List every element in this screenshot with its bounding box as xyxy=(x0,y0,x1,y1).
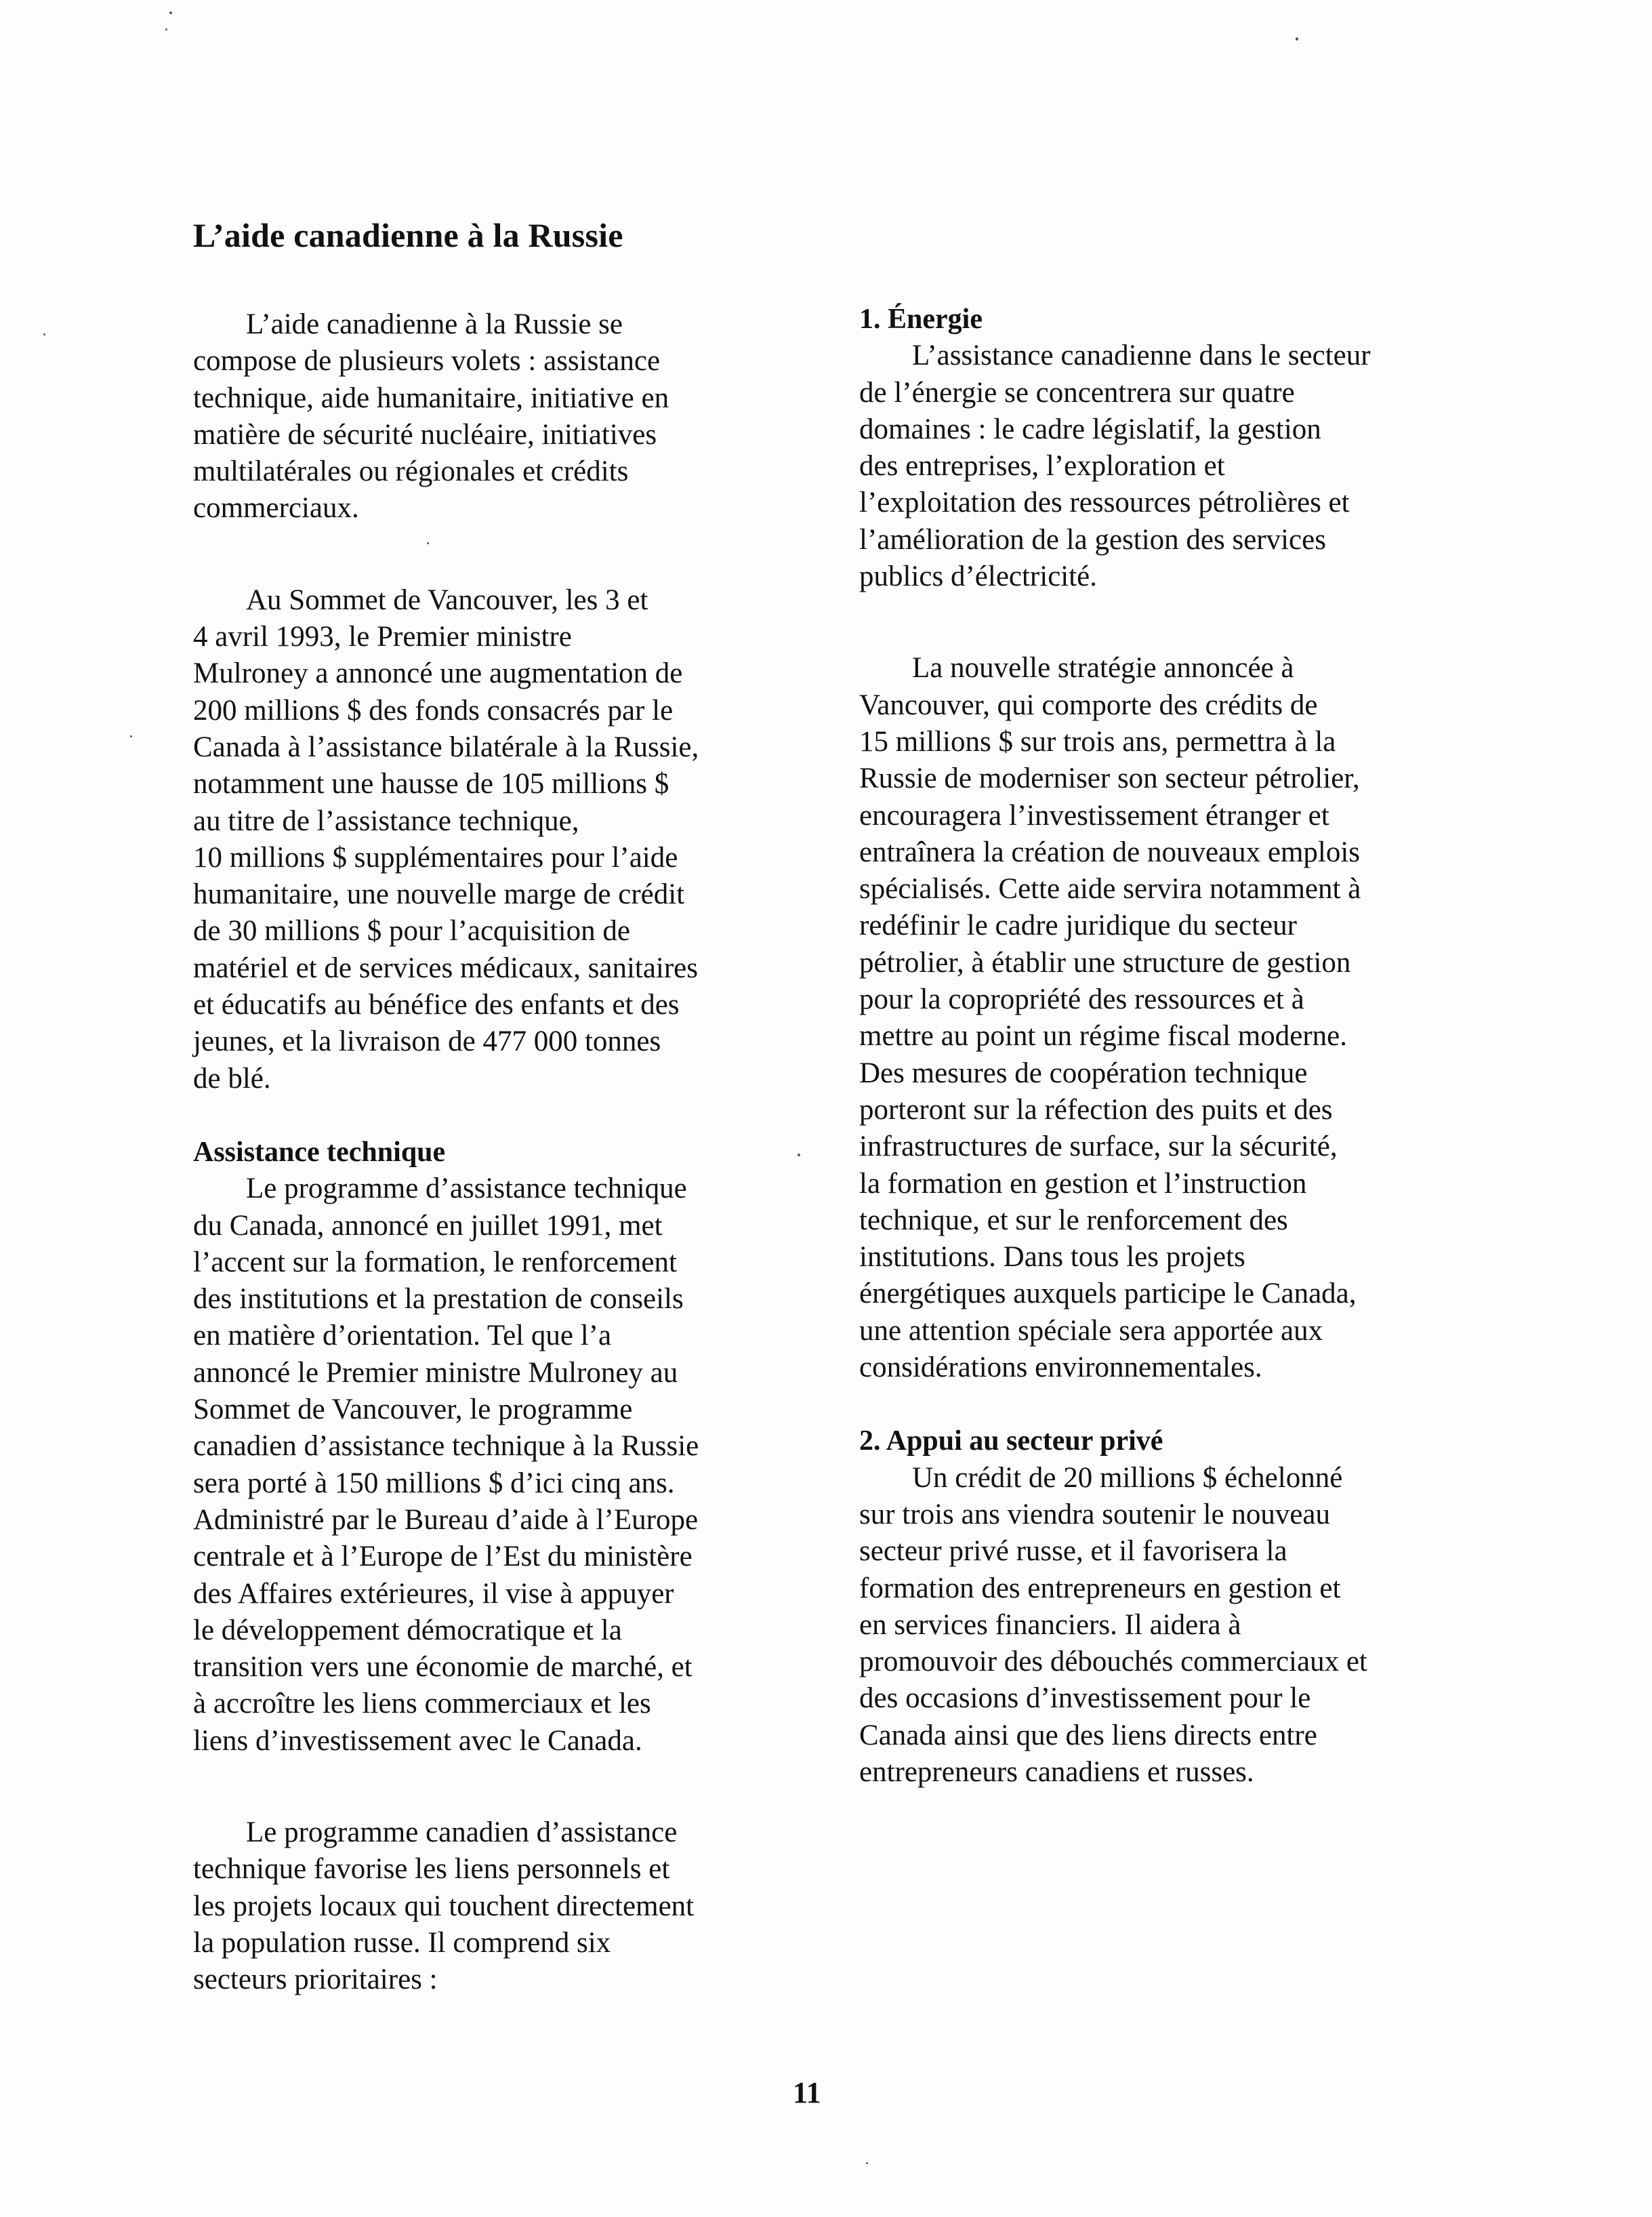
text-line: le développement démocratique et la xyxy=(193,1614,622,1646)
text-line: transition vers une économie de marché, et xyxy=(193,1651,693,1684)
text-line: en services financiers. Il aidera à xyxy=(859,1608,1241,1641)
text-line: Canada ainsi que des liens directs entre xyxy=(859,1719,1317,1751)
text-line: porteront sur la réfection des puits et des xyxy=(859,1093,1333,1126)
section-heading: Assistance technique xyxy=(193,1136,446,1168)
text-line: secteur privé russe, et il favorisera la xyxy=(859,1535,1287,1568)
text-line: l’amélioration de la gestion des services xyxy=(859,523,1326,556)
text-line: Sommet de Vancouver, le programme xyxy=(193,1394,633,1426)
scan-speck xyxy=(427,542,429,544)
scan-speck xyxy=(798,1154,800,1156)
text-line: commerciaux. xyxy=(193,492,359,525)
scan-speck xyxy=(169,12,172,14)
text-line: pétrolier, à établir une structure de gestion xyxy=(859,946,1351,979)
text-line: canadien d’assistance technique à la Russie xyxy=(193,1430,699,1463)
tech-program-paragraph xyxy=(193,1171,789,1760)
right-column xyxy=(859,301,1455,1791)
text-line: secteurs prioritaires : xyxy=(193,1964,438,1996)
text-line: Administré par le Bureau d’aide à l’Europe xyxy=(193,1503,699,1536)
text-line: énergétiques auxquels participe le Canada, xyxy=(859,1278,1357,1310)
text-line: infrastructures de surface, sur la sécurité, xyxy=(859,1131,1338,1163)
text-line: Des mesures de coopération technique xyxy=(859,1057,1308,1089)
scan-speck xyxy=(130,735,132,737)
text-line: considérations environnementales. xyxy=(859,1351,1262,1384)
text-line: liens d’investissement avec le Canada. xyxy=(193,1724,642,1757)
text-line: les projets locaux qui touchent directement xyxy=(193,1890,695,1922)
text-line: matériel et de services médicaux, sanitaires xyxy=(193,952,699,984)
text-line: Au Sommet de Vancouver, les 3 et xyxy=(246,584,648,616)
private-sector-paragraph xyxy=(859,1460,1455,1791)
text-line: entraînera la création de nouveaux emplois xyxy=(859,836,1361,868)
text-line: la population russe. Il comprend six xyxy=(193,1926,611,1959)
section-heading-private: 2. Appui au secteur privé xyxy=(859,1425,1163,1457)
text-line: 200 millions $ des fonds consacrés par le xyxy=(193,694,674,727)
text-line: de l’énergie se concentrera sur quatre xyxy=(859,376,1295,409)
text-line: sur trois ans viendra soutenir le nouveau xyxy=(859,1498,1330,1530)
left-column xyxy=(193,306,789,1998)
page-number: 11 xyxy=(793,2076,821,2109)
text-line: publics d’électricité. xyxy=(859,561,1098,593)
text-line: des occasions d’investissement pour le xyxy=(859,1682,1311,1715)
text-line: encouragera l’investissement étranger et xyxy=(859,799,1329,832)
text-line: spécialisés. Cette aide servira notamment à xyxy=(859,873,1361,906)
text-line: multilatérales ou régionales et crédits xyxy=(193,455,629,488)
text-line: de blé. xyxy=(193,1062,271,1095)
scan-speck xyxy=(866,2162,868,2164)
scan-speck xyxy=(165,28,167,30)
text-line: sera porté à 150 millions $ d’ici cinq ans. xyxy=(193,1467,675,1499)
text-line: des Affaires extérieures, il vise à appuyer xyxy=(193,1577,674,1610)
text-line: entrepreneurs canadiens et russes. xyxy=(859,1755,1254,1788)
text-line: matière de sécurité nucléaire, initiatives xyxy=(193,418,657,451)
text-line: technique, aide humanitaire, initiative en xyxy=(193,382,669,414)
section-heading-energy: 1. Énergie xyxy=(859,304,983,335)
text-line: institutions. Dans tous les projets xyxy=(859,1241,1245,1274)
energy-paragraph-2 xyxy=(859,650,1455,1386)
text-line: Vancouver, qui comporte des crédits de xyxy=(859,689,1318,721)
summit-paragraph xyxy=(193,582,789,1097)
text-line: à accroître les liens commerciaux et les xyxy=(193,1688,651,1720)
text-line: des entreprises, l’exploration et xyxy=(859,450,1225,483)
text-line: promouvoir des débouchés commerciaux et xyxy=(859,1646,1367,1678)
text-line: la formation en gestion et l’instruction xyxy=(859,1167,1307,1200)
scan-speck xyxy=(1296,37,1298,41)
text-line: notamment une hausse de 105 millions $ xyxy=(193,768,669,800)
text-line: 4 avril 1993, le Premier ministre xyxy=(193,621,572,653)
text-line: technique, et sur le renforcement des xyxy=(859,1204,1288,1236)
energy-paragraph-1 xyxy=(859,338,1455,595)
text-line: en matière d’orientation. Tel que l’a xyxy=(193,1320,612,1352)
text-line: annoncé le Premier ministre Mulroney au xyxy=(193,1356,678,1389)
text-line: Canada à l’assistance bilatérale à la Russie, xyxy=(193,731,699,763)
text-line: 15 millions $ sur trois ans, permettra à la xyxy=(859,725,1336,758)
text-line: l’exploitation des ressources pétrolières et xyxy=(859,487,1350,519)
text-line: au titre de l’assistance technique, xyxy=(193,805,579,837)
text-line: l’accent sur la formation, le renforcement xyxy=(193,1246,677,1278)
text-line: Le programme canadien d’assistance xyxy=(246,1816,678,1848)
scan-speck xyxy=(43,333,45,335)
text-line: du Canada, annoncé en juillet 1991, met xyxy=(193,1209,663,1242)
page-title: L’aide canadienne à la Russie xyxy=(193,216,623,254)
text-line: compose de plusieurs volets : assistance xyxy=(193,345,661,378)
text-line: pour la copropriété des ressources et à xyxy=(859,983,1304,1016)
text-line: L’aide canadienne à la Russie se xyxy=(246,308,623,340)
text-line: technique favorise les liens personnels et xyxy=(193,1853,670,1886)
text-line: Un crédit de 20 millions $ échelonné xyxy=(912,1461,1343,1494)
text-line: L’assistance canadienne dans le secteur xyxy=(912,340,1371,372)
priorities-paragraph xyxy=(193,1814,789,1998)
text-line: jeunes, et la livraison de 477 000 tonnes xyxy=(193,1025,661,1058)
text-line: La nouvelle stratégie annoncée à xyxy=(912,652,1294,685)
intro-paragraph xyxy=(193,306,789,527)
text-line: redéfinir le cadre juridique du secteur xyxy=(859,910,1297,942)
text-line: humanitaire, une nouvelle marge de crédit xyxy=(193,878,685,911)
text-line: mettre au point un régime fiscal moderne. xyxy=(859,1020,1347,1053)
text-line: des institutions et la prestation de conseils xyxy=(193,1283,684,1316)
text-line: Russie de moderniser son secteur pétrolier, xyxy=(859,762,1360,795)
text-line: domaines : le cadre législatif, la gestion xyxy=(859,413,1321,445)
text-line: une attention spéciale sera apportée aux xyxy=(859,1314,1323,1347)
text-line: centrale et à l’Europe de l’Est du ministère xyxy=(193,1541,693,1573)
text-line: de 30 millions $ pour l’acquisition de xyxy=(193,915,630,948)
text-line: Mulroney a annoncé une augmentation de xyxy=(193,657,683,690)
text-line: et éducatifs au bénéfice des enfants et des xyxy=(193,989,680,1021)
text-line: formation des entrepreneurs en gestion et xyxy=(859,1572,1341,1604)
text-line: 10 millions $ supplémentaires pour l’aide xyxy=(193,841,678,874)
text-line: Le programme d’assistance technique xyxy=(246,1173,687,1205)
